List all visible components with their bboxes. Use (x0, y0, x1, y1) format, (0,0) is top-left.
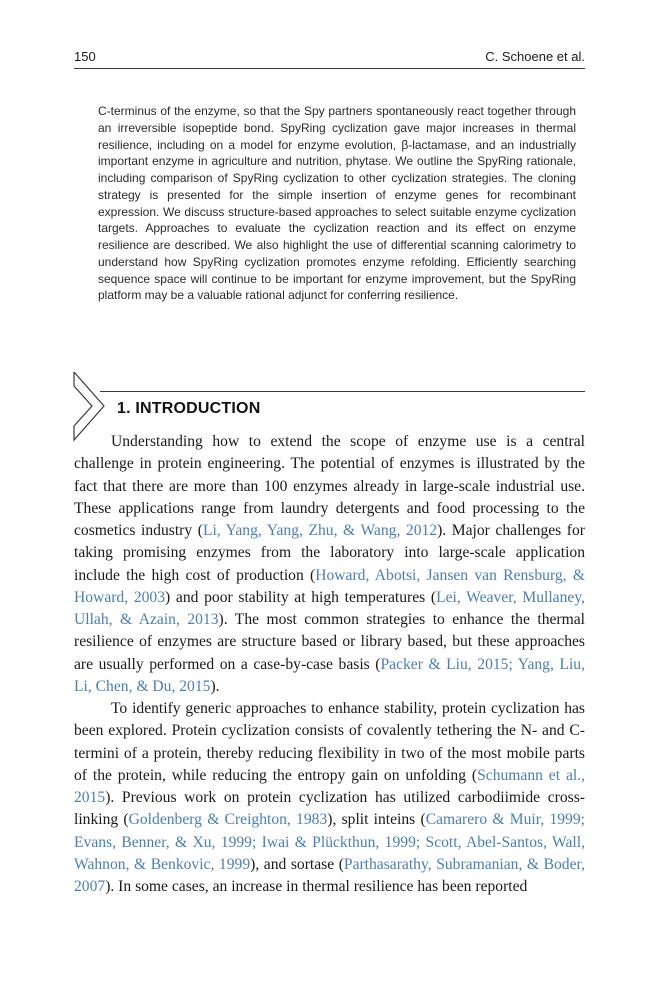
body-text-run: ). Previous work on protein cyclization has utilized carbodiimide cross-linking ( (74, 789, 585, 829)
section-title: 1. INTRODUCTION (117, 400, 261, 417)
section-rule (100, 391, 585, 392)
citation-link[interactable]: Camarero & Muir, 1999; Evans, Benner, & Xu, 1999; Iwai & Plückthun, 1999; Scott, Abel-Santos, Wall, Wahnon, & Benkovic, 1999 (74, 811, 585, 873)
body-text-run: ), split inteins ( (327, 811, 426, 829)
body-text-run: To identify generic approaches to enhance stability, protein cyclization has been explored. Protein cyclization consists of covalently tethering the N- and C-termini of a protein, thereby reducing flexibility in two of the most mobile parts of the protein, while reducing the entropy gain on unfolding ( (74, 700, 585, 784)
citation-link[interactable]: Packer & Liu, 2015; Yang, Liu, Li, Chen, & Du, 2015 (74, 655, 585, 695)
citation-link[interactable]: Lei, Weaver, Mullaney, Ullah, & Azain, 2013 (74, 588, 585, 628)
abstract-text-part2: -lactamase, and an industrially important enzyme in agriculture and nutrition, phytase. We outline the SpyRing rationale, including comparison of SpyRing cyclization to other cyclization strategies. The cloning strategy is presented for the simple insertion of enzyme genes for recombinant expression. We discuss structure-based approaches to select suitable enzyme cyclization targets. Approaches to evaluate the cyclization reaction and its effect on enzyme resilience are described. We also highlight the use of differential scanning calorimetry to understand how SpyRing cyclization promotes enzyme refolding. Efficiently searching sequence space will continue to be important for enzyme improvement, but the SpyRing platform may be a valuable rational adjunct for conferring resilience. (98, 137, 576, 303)
running-header (74, 48, 585, 69)
citation-link[interactable]: Howard, Abotsi, Jansen van Rensburg, & Howard, 2003 (74, 566, 585, 606)
citation-link[interactable]: Goldenberg & Creighton, 1983 (128, 811, 328, 829)
abstract-text-part1: C-terminus of the enzyme, so that the Spy partners spontaneously react together through an irreversible isopeptide bond. SpyRing cyclization gave major increases in thermal resilience, including on a model for enzyme evolution, (98, 104, 576, 152)
paragraph-1 (74, 431, 585, 698)
page-number: 150 (74, 49, 96, 64)
citation-link[interactable]: Li, Yang, Yang, Zhu, & Wang, 2012 (202, 522, 438, 539)
citation-link[interactable]: Parthasarathy, Subramanian, & Boder, 2007 (74, 855, 585, 895)
body-text-run: ). Major challenges for taking promising enzymes from the laboratory into large-scale application include the high cost of production ( (74, 522, 585, 584)
paragraph-2 (74, 698, 585, 898)
body-text-run: ) and poor stability at high temperatures ( (165, 588, 437, 606)
body-text-run: Understanding how to extend the scope of enzyme use is a central challenge in protein engineering. The potential of enzymes is illustrated by the fact that there are more than 100 enzymes already in large-scale industrial use. These applications range from laundry detergents and food processing to the cosmetics industry ( (74, 433, 585, 539)
body-text (74, 431, 585, 898)
abstract (98, 103, 576, 304)
running-head-authors: C. Schoene et al. (485, 49, 585, 64)
body-text-run: ). (210, 677, 220, 695)
beta-symbol: β (401, 137, 409, 152)
body-text-run: ). The most common strategies to enhance the thermal resilience of enzymes are structure based or library based, but these approaches are usually performed on a case-by-case basis ( (74, 611, 585, 673)
citation-link[interactable]: Schumann et al., 2015 (74, 766, 585, 806)
body-text-run: ). In some cases, an increase in thermal resilience has been reported (105, 878, 528, 895)
body-text-run: ), and sortase ( (250, 855, 344, 873)
